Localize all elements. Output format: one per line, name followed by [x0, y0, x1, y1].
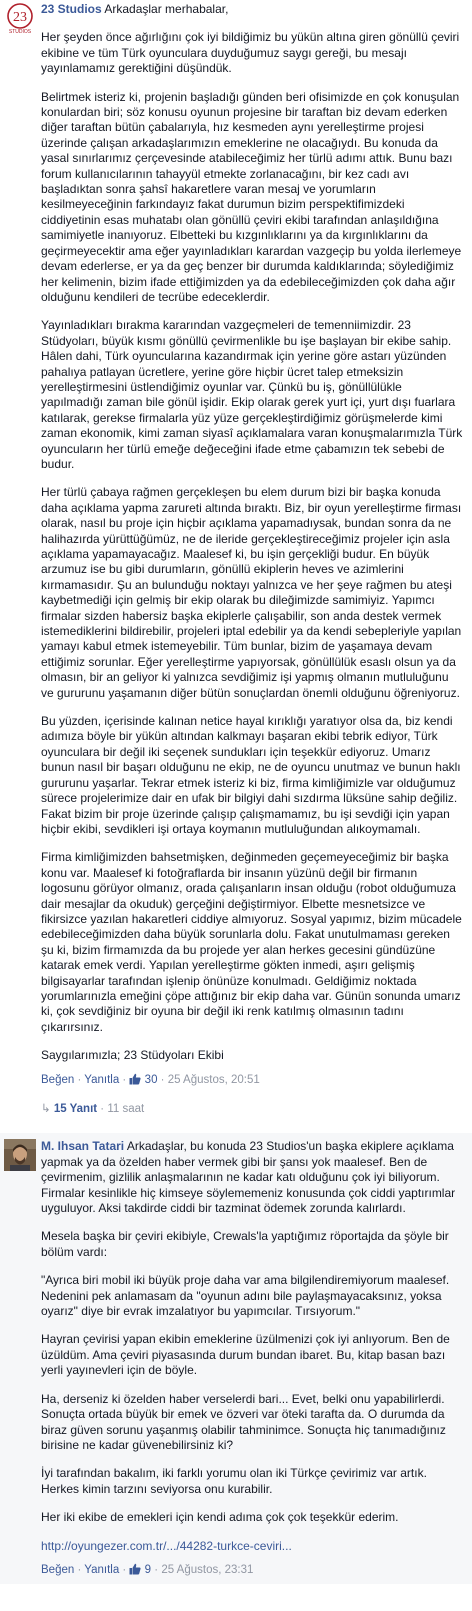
reply-button[interactable]: Yanıtla [84, 1563, 120, 1576]
comment-link-paragraph [41, 1539, 464, 1554]
like-count[interactable] [129, 1564, 154, 1576]
article-link[interactable]: http://oyungezer.com.tr/.../44282-turkce-ceviri... [41, 1538, 292, 1553]
comment-body [41, 2, 464, 1064]
like-button[interactable]: Beğen [41, 1563, 75, 1576]
svg-text:STUDIOS: STUDIOS [8, 29, 32, 34]
comment-date[interactable]: 25 Ağustos, 20:51 [167, 1073, 260, 1086]
comment-paragraph: Mesela başka bir çeviri ekibiyle, Crewals'la yaptığımız röportajda da şöyle bir bölüm vardı: [41, 1229, 449, 1259]
thumbs-up-icon [129, 1563, 141, 1575]
comment-paragraph: Her iki ekibe de emekleri için kendi adıma çok çok teşekkür ederim. [41, 1510, 399, 1525]
comment-paragraph: Belirtmek isteriz ki, projenin başladığı günden beri ofisimizde en çok konuşulan konulardan biri; söz konusu oyunun projesine bir taraftan biz devam ederken diğer taraftan bütün çabalarıyla, hız kesmeden aynı yerelleştirme projesi üzerinde çalışan arkadaşlarımızın emeklerine ne olacağıydı. Bu konuda da yasal sınırlarımız çerçevesinde atabileceğimiz her türlü adımı attık. Bunu bazı forum kullanıcılarının tahayyül etmekte zorlanacağını, bir kez cadı avı başladıktan sonra şahsî hakaretlere varan mesaj ve yorumların kesilmeyeceğinin farkındayız fakat durumun bizim perspektifimizdeki ciddiyetinin esas muhatabı olan gönüllü çeviri ekibi tarafından anlaşıldığına samimiyetle inanıyoruz. Elbetteki bu kızgınlıklarını ya da kırgınlıklarını da geçirmeyecektir ama eğer yayınladıkları karardan vazgeçip bu yolda ilerlemeye devam ederlerse, er ya da geç benzer bir durumda kaldıklarında; söylediğimiz her kelimenin, bizim ifade ettiğimizden ya da edebileceğimizden çok daha ağır olduğunu kendileri de tecrübe edeceklerdir. [41, 89, 462, 304]
view-replies-link[interactable]: 15 Yanıt [53, 1103, 98, 1115]
comment-paragraph: Hayran çevirisi yapan ekibin emeklerine üzülmenizi çok iyi anlıyorum. Ben de üzüldüm. Ama çeviri piyasasında durum bundan ibaret. Bu, kitap basan bazı yerli yayınevleri için de böyle. [41, 1332, 450, 1378]
like-count-value: 9 [144, 1563, 152, 1576]
reply-button[interactable]: Yanıtla [84, 1073, 120, 1086]
comment-paragraph: Yayınladıkları bırakma kararından vazgeçmeleri de temenniimizdir. 23 Stüdyoları, büyük kısmı gönüllü çevirmenlikle bu işe başlayan bir ekibe sahip. Hâlen dahi, Türk oyuncularına kazandırmak için yerine göre astarı yüzünden pahalıya patlayan ücretlere, yerine göre hiçbir ücret talep etmeksizin yerelleştirmesini üstlendiğimiz oyunlar var. Çünkü bu iş, gönüllülükle yapılmadığı zaman bile gönül işidir. Ekip olarak gerek yurt içi, yurt dışı fuarlara katılarak, gerekse firmalarla yüz yüze gerçekleştirdiğimiz görüşmelerde kimi zaman ekonomik, kimi zaman siyasî açıklamalara varan konuşmalarımızla Türk oyuncuların her türlü emeğe değeceğini ifade etme çabamızın tek sebebi de budur. [41, 318, 463, 471]
comment-first-line [41, 2, 464, 17]
replies-age: 11 saat [107, 1103, 145, 1115]
comment-actions: Beğen · Yanıtla · 30 · 25 Ağustos, 20:51 [41, 1073, 260, 1086]
comment-paragraph: Firma kimliğimizden bahsetmişken, değinmeden geçemeyeceğimiz bir başka konu var. Maalesef ki fotoğraflarda bir insanın yüzünü değil bir firmanın logosunu görüyor olmanız, orada çalışanların insan olduğu (robot olduğumuza dair mesajlar da okuduk) gerçeğini değiştirmiyor. Elbette mesnetsizce ve fikirsizce yazılan hakaretleri ciddiye almıyoruz. Sosyal yapımız, bizim mücadele edebileceğimizden daha büyük sorunlarla dolu. Fakat unutulmaması gereken şu ki, bizim firmamızda da bu projede yer alan herkes gecesini gündüzüne katarak emek verdi. Yapılan yerelleştirme gökten inmedi, aşırı gelişmiş bilgisayarlar tarafından işlenip önünüze konulmadı. Geldiğimiz noktada yorumlarınızla emeğini çöpe attığınız bir ekip daha var. Günün sonunda umarız ki, çok sevdiğiniz bir oyuna bir değil iki renk katılmış olmasının tadını çıkarırsınız. [41, 850, 462, 1034]
thumbs-up-icon [129, 1073, 141, 1085]
comment-first-line [41, 1139, 464, 1216]
comment-paragraph: Ha, derseniz ki özelden haber verselerdi bari... Evet, belki onu yapabilirlerdi. Sonuçta ortada büyük bir emek ve özveri var öteki tarafta da. O durumda da biraz güven sorunu yaşanmış olabilir tahminimce. Sonuçta hiç tanımadığınız birisine ne kadar güvenebilirsiniz ki? [41, 1391, 446, 1452]
like-count[interactable] [129, 1074, 160, 1086]
author-name-link[interactable]: 23 Studios [41, 2, 102, 16]
svg-text:23: 23 [13, 10, 27, 25]
comment-paragraph: "Ayrıca biri mobil iki büyük proje daha var ama bilgilendiremiyorum maalesef. Nedenini pek anlamasam da "oyunun adını bile paylaşmayacaksınız, yoksa oyarız" diye bir evrak imzalatıyor bu yapımcılar. Tırsıyorum." [41, 1273, 450, 1319]
comment-paragraph: Bu yüzden, içerisinde kalınan netice hayal kırıklığı yaratıyor olsa da, biz kendi adımıza böyle bir yükün altından kalkmayı başaran ekibi tebrik ediyor, Türk oyunculara bir değil iki seçenek sundukları için teşekkür ediyoruz. Umarız bunun nasıl bir başarı olduğunu ne ekip, ne de oyuncu unutmaz ve bunun haklı gururunu yaşarlar. Tekrar etmek isteriz ki biz, firma kimliğimizle var olduğumuz sürece projelerimize dair en ufak bir bilgiyi dahi sızdırma lüksüne sahip değiliz. Fakat bizim bir proje üzerinde çalışıp çalışmamamız, bu işi sevdiği için yapan hiçbir ekibi, sevdikleri işi ortaya koymanın mutluluğundan alıkoymamalı. [41, 714, 461, 836]
comment-paragraph: Arkadaşlar merhabalar, [104, 2, 229, 16]
studio-logo-avatar[interactable] [4, 2, 36, 34]
like-button[interactable]: Beğen [41, 1073, 75, 1086]
comment-body [41, 1139, 464, 1554]
author-name-link[interactable]: M. Ihsan Tatari [41, 1139, 125, 1154]
comment-date[interactable]: 25 Ağustos, 23:31 [161, 1563, 254, 1576]
comment-actions: Beğen · Yanıtla · 9 · 25 Ağustos, 23:31 [41, 1563, 254, 1576]
comment-paragraph: Her şeyden önce ağırlığını çok iyi bildiğimiz bu yükün altına giren gönüllü çeviri ekibine ve tüm Türk oyunculara duyduğumuz saygı gereği, bu mesajı yayınlamamız gerektiğini düşündük. [41, 30, 460, 76]
comment-paragraph: Her türlü çabaya rağmen gerçekleşen bu elem durum bizi bir başka konuda daha açıklama yapma zarureti altında bıraktı. Biz, bir oyun yerelleştirme firması olarak, nasıl bu proje için hiçbir açıklama yapamadıysak, bundan sonra da ne halihazırda yürüttüğümüz, ne de ileride gerçekleştireceğimiz projeler için asla açıklama yapamayacağız. Maalesef ki, bu işin gerçekliği budur. En büyük arzumuz ise bu gibi durumların, gönüllü ekiplerin heves ve azimlerini kırmamasıdır. Şu an bulunduğu noktayı yalnızca ve her şeye rağmen bu ateşi kaybetmediği için gelmiş bir ekip olarak bu dileğimizde samimiyiz. Yapımcı firmalar sizden habersiz başka ekiplerle çalışabilir, son anda destek vermek istemediklerini bildirebilir, projeleri iptal edebilir ya da kendi sebepleriyle yapılan yamayı kabul etmek istemeyebilir. Tüm bunlar, bizim de yaşamaya devam ettiğimiz sorunlar. Eğer yerelleştirme yapıyorsak, gönüllülük esaslı olsun ya da olmasın, bir an geliyor ki yalnızca sevdiğimiz işi yapmış olmanın mutluluğunu ve gururunu yaşamanın diğer bütün sonuçlardan önemli olduğunu öğreniyoruz. [41, 485, 462, 700]
comment-paragraph: İyi tarafından bakalım, iki farklı yorumu olan iki Türkçe çevirimiz var artık. Herkes kimin tarzını seviyorsa onu kurabilir. [41, 1466, 427, 1496]
comment-ihsan-tatari [0, 1133, 472, 1584]
comment-paragraph: Arkadaşlar, bu konuda 23 Studios'un başka ekiplere açıklama yapmak ya da özelden haber vermek gibi bir şansı yok maalesef. Ben de çevirmenim, gizlilik anlaşmalarının ne kadar katı olduğunu çok iyi biliyorum. Firmalar kesinlikle hiç kimseye söylememeniz konusunda çok ciddi yaptırımlar uyguluyor. Aksi takdirde ciddi bir tazminat ödemek zorunda kalırlardı. [41, 1139, 456, 1216]
like-count-value: 30 [144, 1073, 158, 1086]
comment-paragraph: Saygılarımızla; 23 Stüdyoları Ekibi [41, 1048, 224, 1063]
replies-toggle-row: ↳ 15 Yanıt · 11 saat [41, 1103, 145, 1115]
reply-arrow-icon: ↳ [41, 1103, 51, 1115]
user-avatar[interactable] [4, 1139, 36, 1171]
